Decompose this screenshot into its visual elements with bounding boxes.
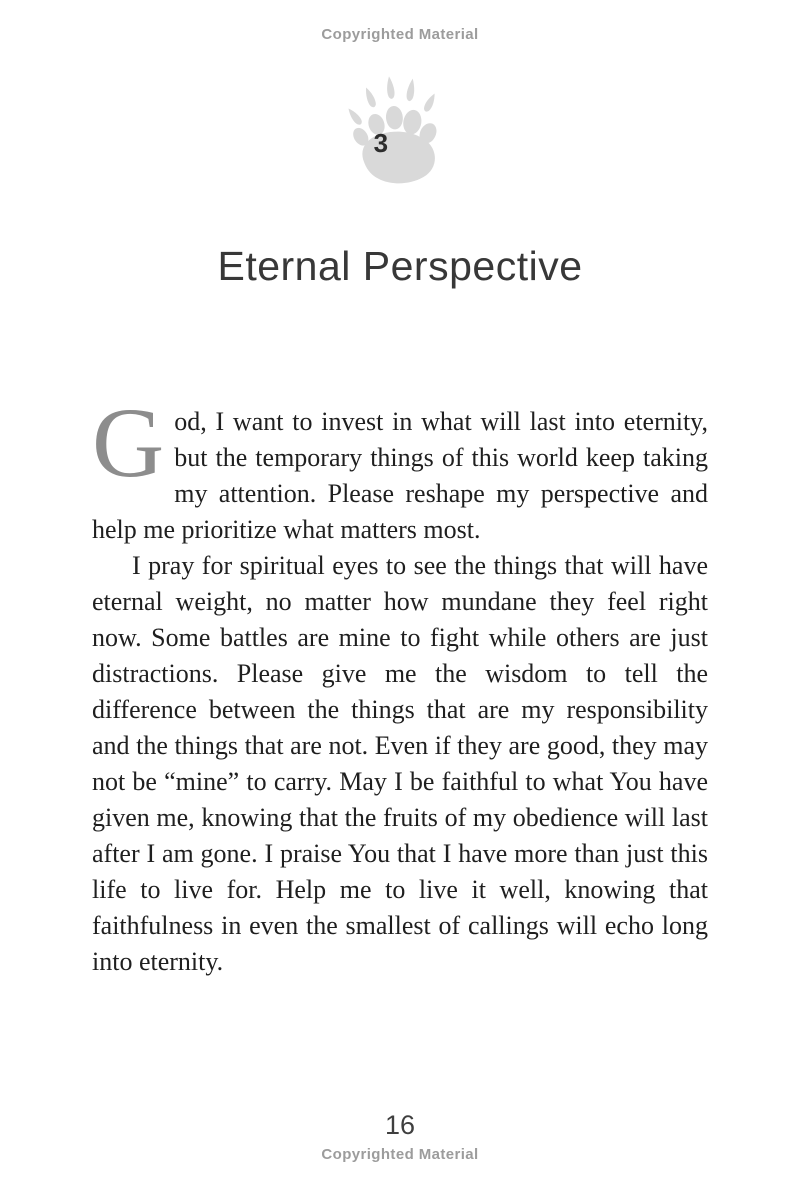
- chapter-number: 3: [373, 128, 389, 158]
- dropcap-letter: G: [92, 387, 165, 498]
- copyright-notice-bottom: Copyrighted Material: [321, 1146, 479, 1163]
- prayer-paragraph-1-text: od, I want to invest in what will last into eternity, but the temporary things of this world keep taking my attention. Please reshape my perspective and help me prioritize what matters most.: [92, 407, 708, 544]
- bear-paw-icon: [341, 74, 453, 186]
- prayer-paragraph-2: I pray for spiritual eyes to see the things that will have eternal weight, no matter how mundane they feel right now. Some battles are mine to fight while others are just distractions. Please give me the wisdom to tell the difference between the things that are my responsibility and the things that are not. Even if they are good, they may not be “mine” to carry. May I be faithful to what You have given me, knowing that the fruits of my obedience will last after I am gone. I praise You that I have more than just this life to live for. Help me to live it well, knowing that faithfulness in even the smallest of callings will echo long into eternity.: [92, 551, 708, 976]
- page-number: 16: [384, 1110, 416, 1140]
- copyright-notice-top: Copyrighted Material: [321, 26, 479, 43]
- chapter-title: Eternal Perspective: [217, 243, 583, 289]
- prayer-text: [92, 387, 708, 980]
- prayer-paragraph-1: [92, 387, 708, 548]
